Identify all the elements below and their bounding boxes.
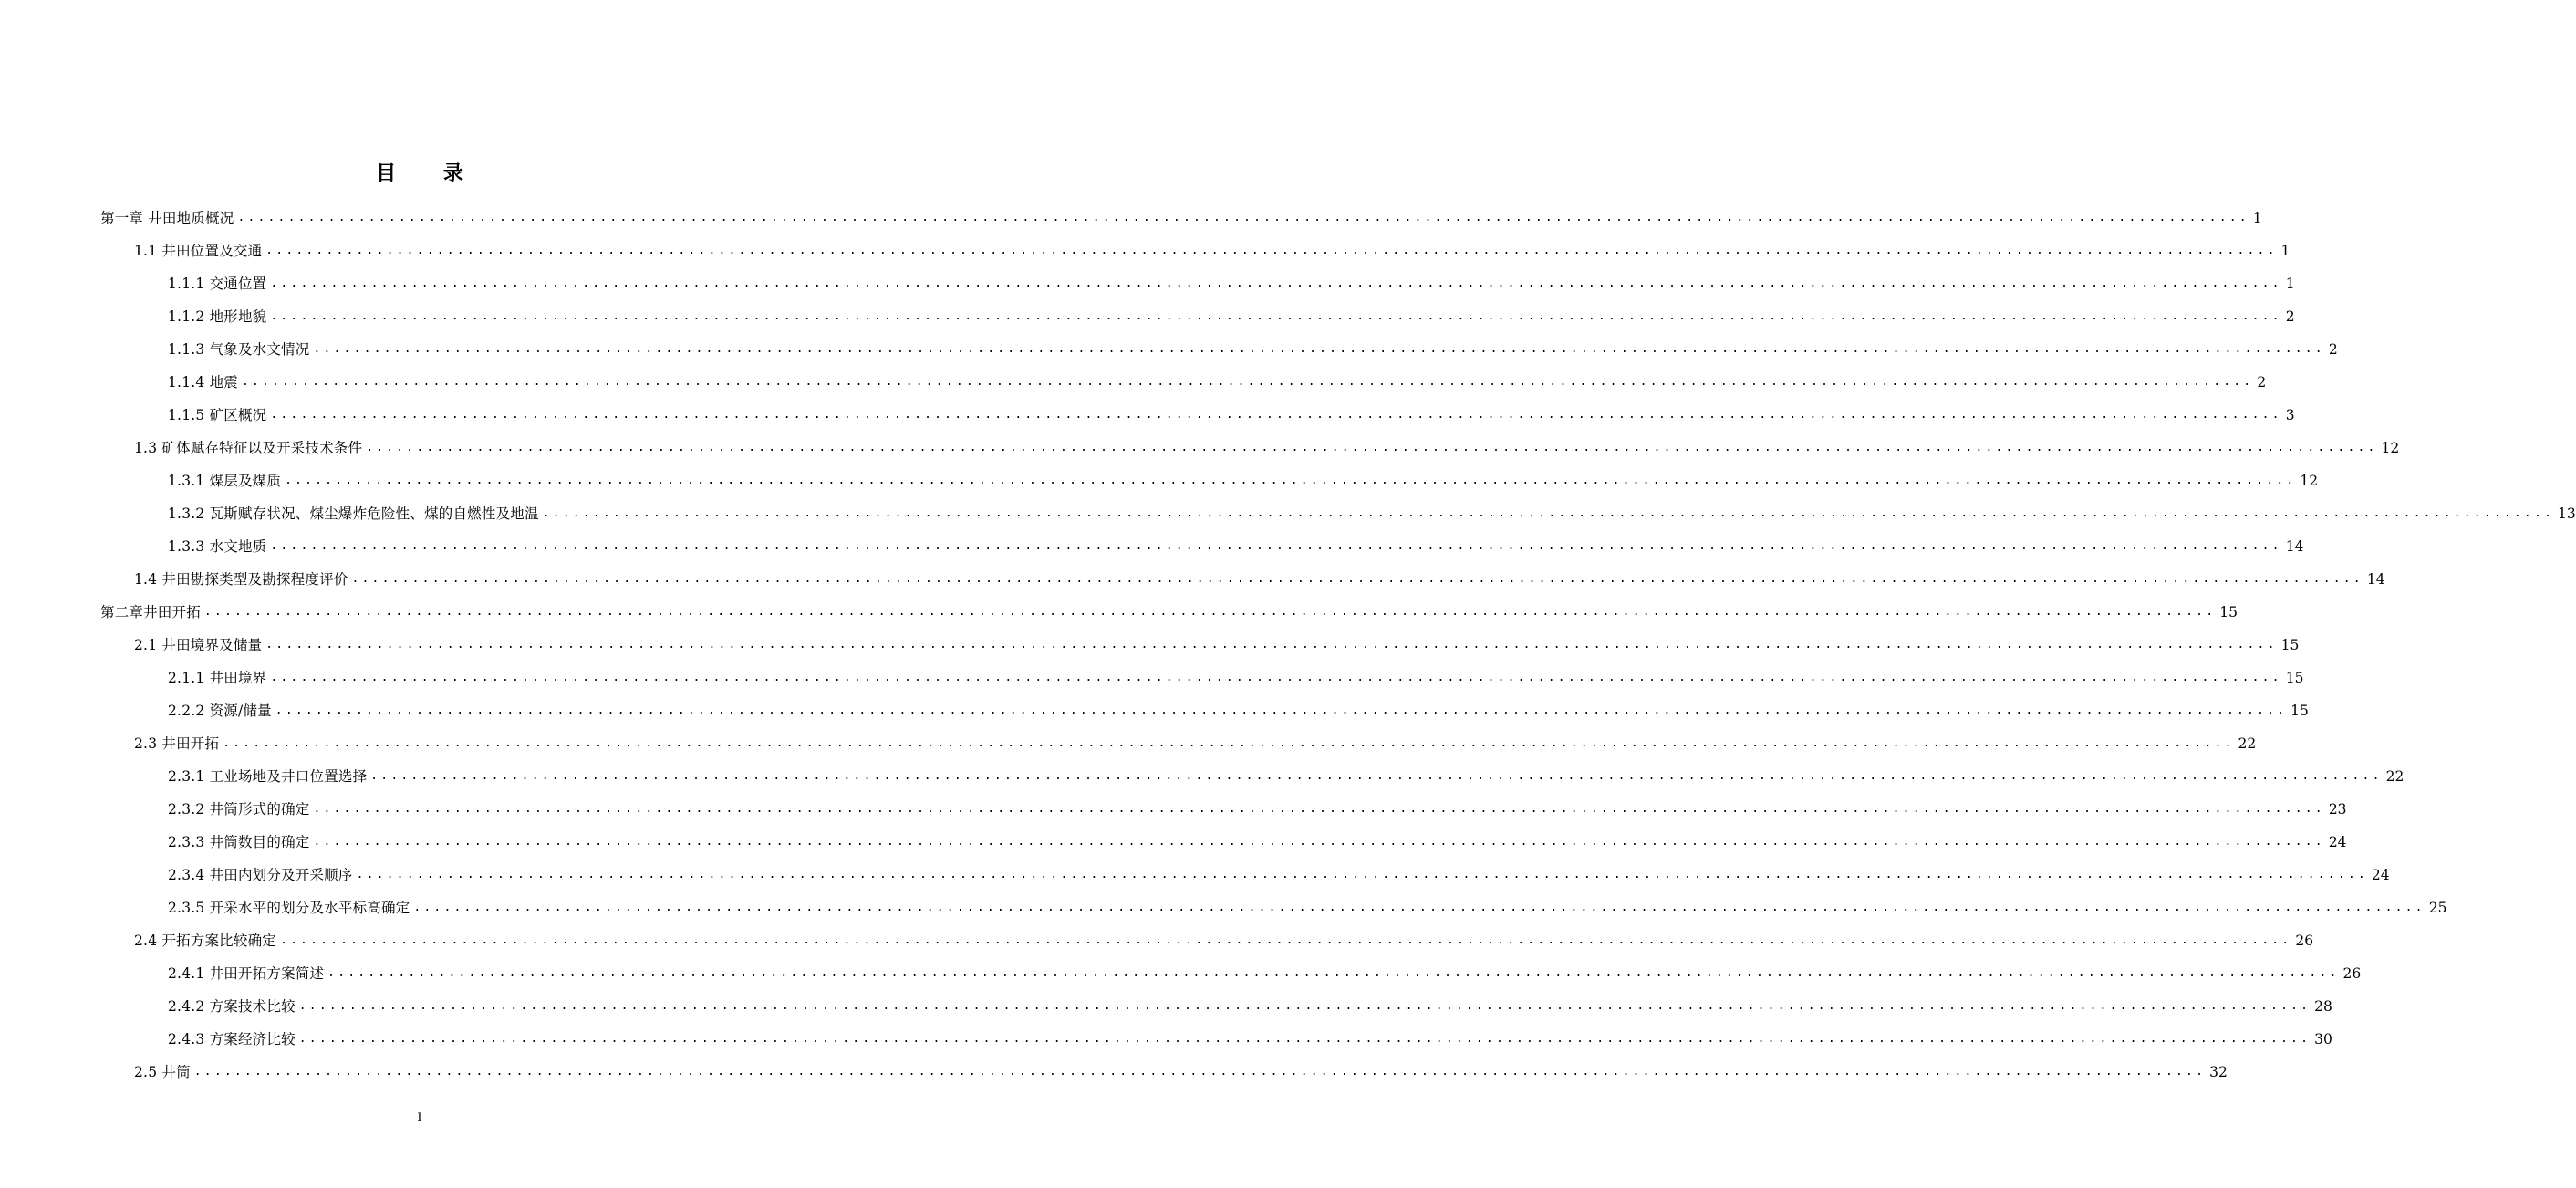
toc-entry-page: 24 bbox=[2328, 834, 2347, 850]
toc-entry-page: 22 bbox=[2385, 768, 2405, 785]
toc-entry-label: 1.3.1 煤层及煤质 bbox=[168, 473, 282, 489]
toc-entry-page: 12 bbox=[2300, 473, 2319, 489]
toc-entry[interactable] bbox=[168, 758, 2405, 786]
toc-entry[interactable] bbox=[134, 430, 2400, 457]
toc-entry[interactable] bbox=[168, 528, 2304, 556]
toc-entry-label: 1.3 矿体赋存特征以及开采技术条件 bbox=[134, 440, 363, 456]
toc-entry-label: 2.3.3 井筒数目的确定 bbox=[168, 834, 310, 850]
toc-entry-label: 1.4 井田勘探类型及勘探程度评价 bbox=[134, 571, 348, 588]
toc-entry[interactable] bbox=[134, 233, 2290, 260]
toc-leader-dots: ........................................................................................................................................................................................................ bbox=[265, 638, 2278, 651]
toc-entry-label: 2.2.2 资源/储量 bbox=[168, 703, 272, 719]
toc-leader-dots: ........................................................................................................................................................................................................ bbox=[270, 671, 2282, 684]
toc-entry[interactable] bbox=[134, 922, 2314, 950]
toc-leader-dots: ........................................................................................................................................................................................................ bbox=[237, 211, 2249, 224]
toc-entry-label: 2.4.2 方案技术比较 bbox=[168, 998, 296, 1015]
toc-entry[interactable] bbox=[100, 594, 2238, 621]
toc-entry-page: 30 bbox=[2314, 1031, 2332, 1047]
toc-entry-page: 32 bbox=[2209, 1064, 2228, 1080]
toc-entry-label: 2.4.1 井田开拓方案简述 bbox=[168, 965, 325, 982]
toc-entry-page: 26 bbox=[2342, 965, 2362, 982]
toc-leader-dots: ........................................................................................................................................................................................................ bbox=[298, 1032, 2311, 1046]
toc-entry-label: 2.3.2 井筒形式的确定 bbox=[168, 801, 310, 818]
toc-entry-page: 15 bbox=[2280, 637, 2300, 653]
toc-entry-label: 2.3.4 井田内划分及开采顺序 bbox=[168, 867, 353, 883]
toc-entry[interactable] bbox=[134, 627, 2300, 654]
toc-leader-dots: ........................................................................................................................................................................................................ bbox=[313, 802, 2325, 816]
toc-leader-dots: ........................................................................................................................................................................................................ bbox=[275, 703, 2288, 717]
toc-entry[interactable] bbox=[100, 200, 2262, 227]
toc-entry-label: 1.1.3 气象及水文情况 bbox=[168, 341, 310, 358]
toc-entry-page: 26 bbox=[2295, 933, 2314, 949]
toc-leader-dots: ........................................................................................................................................................................................................ bbox=[265, 244, 2278, 257]
toc-entry-label: 1.3.3 水文地质 bbox=[168, 538, 267, 555]
toc-entry-label: 1.1 井田位置及交通 bbox=[134, 243, 263, 259]
toc-entry[interactable] bbox=[168, 955, 2362, 983]
toc-leader-dots: ........................................................................................................................................................................................................ bbox=[327, 966, 2340, 980]
toc-entry[interactable] bbox=[168, 331, 2338, 359]
toc-leader-dots: ........................................................................................................................................................................................................ bbox=[270, 309, 2282, 323]
toc-leader-dots: ........................................................................................................................................................................................................ bbox=[285, 474, 2297, 487]
page-number: I bbox=[417, 1111, 422, 1125]
toc-leader-dots: ........................................................................................................................................................................................................ bbox=[270, 276, 2282, 290]
toc-entry-page: 15 bbox=[2285, 670, 2304, 686]
toc-entry[interactable] bbox=[168, 890, 2447, 917]
toc-entry[interactable] bbox=[168, 495, 2576, 523]
toc-leader-dots: ........................................................................................................................................................................................................ bbox=[351, 572, 2363, 586]
toc-entry-page: 28 bbox=[2314, 998, 2332, 1015]
toc-leader-dots: ........................................................................................................................................................................................................ bbox=[223, 736, 2235, 750]
toc-leader-dots: ........................................................................................................................................................................................................ bbox=[370, 769, 2383, 783]
toc-entry-label: 2.1.1 井田境界 bbox=[168, 670, 267, 686]
toc-entry-label: 2.4.3 方案经济比较 bbox=[168, 1031, 296, 1047]
toc-entry-page: 25 bbox=[2428, 900, 2447, 916]
toc-leader-dots: ........................................................................................................................................................................................................ bbox=[356, 868, 2368, 881]
toc-leader-dots: ........................................................................................................................................................................................................ bbox=[279, 933, 2292, 947]
toc-entry[interactable] bbox=[168, 463, 2319, 490]
toc-entry[interactable] bbox=[168, 660, 2304, 687]
toc-entry-page: 14 bbox=[2366, 571, 2385, 588]
toc-entry-label: 第二章井田开拓 bbox=[100, 604, 201, 620]
toc-entry-page: 2 bbox=[2285, 308, 2295, 325]
toc-entry[interactable] bbox=[168, 1021, 2332, 1048]
page-title: 目 录 bbox=[376, 162, 483, 185]
toc-leader-dots: ........................................................................................................................................................................................................ bbox=[413, 901, 2425, 914]
toc-entry-page: 2 bbox=[2257, 374, 2267, 391]
toc-entry-page: 2 bbox=[2328, 341, 2338, 358]
toc-entry[interactable] bbox=[168, 364, 2267, 391]
toc-entry[interactable] bbox=[168, 857, 2390, 884]
toc-entry-page: 23 bbox=[2328, 801, 2347, 818]
toc-entry-page: 1 bbox=[2285, 276, 2295, 292]
toc-entry[interactable] bbox=[168, 791, 2347, 818]
toc-leader-dots: ........................................................................................................................................................................................................ bbox=[193, 1065, 2207, 1079]
toc-entry-label: 1.3.2 瓦斯赋存状况、煤尘爆炸危险性、煤的自燃性及地温 bbox=[168, 505, 539, 522]
toc-entry[interactable] bbox=[168, 298, 2295, 326]
toc-entry-label: 1.1.4 地震 bbox=[168, 374, 238, 391]
toc-entry-page: 13 bbox=[2558, 505, 2576, 522]
toc-entry[interactable] bbox=[168, 397, 2295, 424]
toc-entry-label: 2.1 井田境界及储量 bbox=[134, 637, 263, 653]
toc-leader-dots: ........................................................................................................................................................................................................ bbox=[203, 605, 2217, 619]
toc-entry-page: 14 bbox=[2285, 538, 2304, 555]
toc-entry[interactable] bbox=[168, 824, 2347, 851]
toc-entry[interactable] bbox=[168, 266, 2295, 293]
toc-entry-label: 2.3 井田开拓 bbox=[134, 735, 220, 752]
toc-entry-label: 1.1.2 地形地貌 bbox=[168, 308, 267, 325]
toc-entry[interactable] bbox=[134, 561, 2385, 589]
toc-entry-page: 1 bbox=[2280, 243, 2290, 259]
toc-entry[interactable] bbox=[168, 988, 2332, 1016]
toc-entry-label: 2.4 开拓方案比较确定 bbox=[134, 933, 276, 949]
toc-entry-label: 1.1.1 交通位置 bbox=[168, 276, 267, 292]
toc-leader-dots: ........................................................................................................................................................................................................ bbox=[298, 999, 2311, 1013]
toc-entry-label: 2.5 井筒 bbox=[134, 1064, 191, 1080]
toc-leader-dots: ........................................................................................................................................................................................................ bbox=[270, 408, 2282, 422]
toc-entry-page: 15 bbox=[2219, 604, 2238, 620]
toc-entry-page: 12 bbox=[2381, 440, 2400, 456]
toc-leader-dots: ........................................................................................................................................................................................................ bbox=[542, 506, 2555, 520]
toc-entry-page: 22 bbox=[2238, 735, 2257, 752]
toc-entry-page: 1 bbox=[2252, 210, 2262, 226]
toc-leader-dots: ........................................................................................................................................................................................................ bbox=[270, 539, 2282, 553]
toc-leader-dots: ........................................................................................................................................................................................................ bbox=[241, 375, 2254, 389]
toc-leader-dots: ........................................................................................................................................................................................................ bbox=[313, 342, 2325, 356]
toc-entry-label: 1.1.5 矿区概况 bbox=[168, 407, 267, 423]
toc-entry[interactable] bbox=[168, 693, 2309, 720]
toc-leader-dots: ........................................................................................................................................................................................................ bbox=[313, 835, 2325, 849]
toc-entry-label: 2.3.5 开采水平的划分及水平标高确定 bbox=[168, 900, 410, 916]
toc-entry-page: 24 bbox=[2371, 867, 2390, 883]
toc-entry-label: 2.3.1 工业场地及井口位置选择 bbox=[168, 768, 368, 785]
toc-entry-page: 15 bbox=[2290, 703, 2309, 719]
toc-entry-label: 第一章 井田地质概况 bbox=[100, 210, 234, 226]
toc-entry-page: 3 bbox=[2285, 407, 2295, 423]
toc-entry[interactable] bbox=[134, 725, 2257, 753]
toc-leader-dots: ........................................................................................................................................................................................................ bbox=[366, 441, 2378, 454]
toc-entry[interactable] bbox=[134, 1054, 2228, 1081]
